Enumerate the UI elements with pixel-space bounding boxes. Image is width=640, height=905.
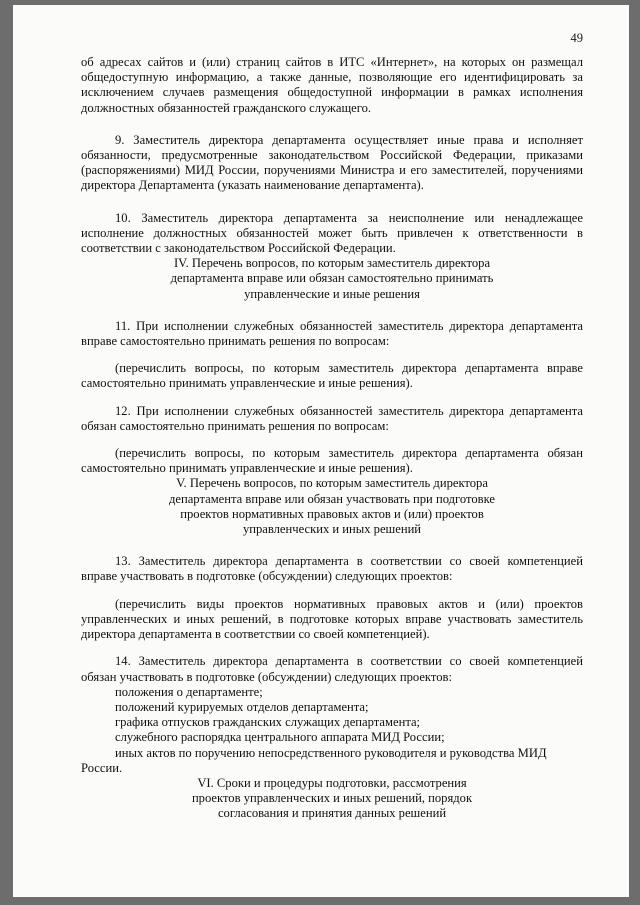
paragraph-11-note: (перечислить вопросы, по которым заместитель директора департамента вправе самостоятельно принимать управленческие и иные решения). xyxy=(81,361,583,391)
list-item-continuation: России. xyxy=(81,760,123,775)
section-heading-4-line-1: IV. Перечень вопросов, по которым заместитель директора xyxy=(173,256,491,271)
list-item: графика отпусков гражданских служащих департамента; xyxy=(115,715,421,730)
section-heading-5-line-4: управленческих и иных решений xyxy=(242,522,422,537)
list-item: иных актов по поручению непосредственного руководителя и руководства МИД xyxy=(115,745,547,760)
list-item: положений курируемых отделов департамента; xyxy=(115,699,369,714)
page-number: 49 xyxy=(570,31,583,45)
paragraph-13-note: (перечислить виды проектов нормативных правовых актов и (или) проектов управленческих и иных решений, в подготовке которых вправе участвовать заместитель директора департамента в соответствии со своей компетенцией). xyxy=(81,596,583,642)
paragraph-9: 9. Заместитель директора департамента осуществляет иные права и исполняет обязанности, предусмотренные законодательством Российской Федерации, приказами (распоряжениями) МИД России, поручениями Министра и его заместителей, поручениями директора Департамента (указать наименование департамента). xyxy=(81,132,583,193)
section-heading-6-line-2: проектов управленческих и иных решений, порядок xyxy=(191,791,473,806)
document-page xyxy=(13,5,629,897)
paragraph-continuation: об адресах сайтов и (или) страниц сайтов в ИТС «Интернет», на которых он размещал общедоступную информацию, а также данные, позволяющие его идентифицировать за исключением случаев размещения общедоступной информации в рамках исполнения должностных обязанностей гражданского служащего. xyxy=(81,55,583,115)
paragraph-12: 12. При исполнении служебных обязанностей заместитель директора департамента обязан самостоятельно принимать решения по вопросам: xyxy=(81,403,583,433)
section-heading-5-line-3: проектов нормативных правовых актов и (или) проектов xyxy=(180,506,484,521)
paragraph-12-note: (перечислить вопросы, по которым заместитель директора департамента обязан самостоятельно принимать управленческие и иные решения). xyxy=(81,446,583,476)
section-heading-5-line-2: департамента вправе или обязан участвовать при подготовке xyxy=(168,491,495,506)
section-heading-6 xyxy=(142,776,522,822)
list-item: положения о департаменте; xyxy=(115,684,263,699)
section-heading-4 xyxy=(142,256,522,302)
section-heading-5 xyxy=(142,476,522,537)
section-heading-5-line-1: V. Перечень вопросов, по которым заместитель директора xyxy=(176,476,488,491)
section-heading-4-line-3: управленческие и иные решения xyxy=(244,286,420,301)
section-heading-6-line-1: VI. Сроки и процедуры подготовки, рассмотрения xyxy=(197,775,467,790)
document-body xyxy=(81,55,583,822)
paragraph-14: 14. Заместитель директора департамента в соответствии со своей компетенцией обязан участвовать в подготовке (обсуждении) следующих проектов: xyxy=(81,654,583,684)
section-heading-6-line-3: согласования и принятия данных решений xyxy=(217,806,447,821)
paragraph-14-list xyxy=(81,685,583,776)
paragraph-10: 10. Заместитель директора департамента за неисполнение или ненадлежащее исполнение должностных обязанностей может быть привлечен к ответственности в соответствии с законодательством Российской Федерации. xyxy=(81,210,583,256)
paragraph-11: 11. При исполнении служебных обязанностей заместитель директора департамента вправе самостоятельно принимать решения по вопросам: xyxy=(81,318,583,349)
list-item: служебного распорядка центрального аппарата МИД России; xyxy=(115,730,445,745)
paragraph-13: 13. Заместитель директора департамента в соответствии со своей компетенцией вправе участвовать в подготовке (обсуждении) следующих проектов: xyxy=(81,554,583,584)
section-heading-4-line-2: департамента вправе или обязан самостоятельно принимать xyxy=(170,271,494,286)
